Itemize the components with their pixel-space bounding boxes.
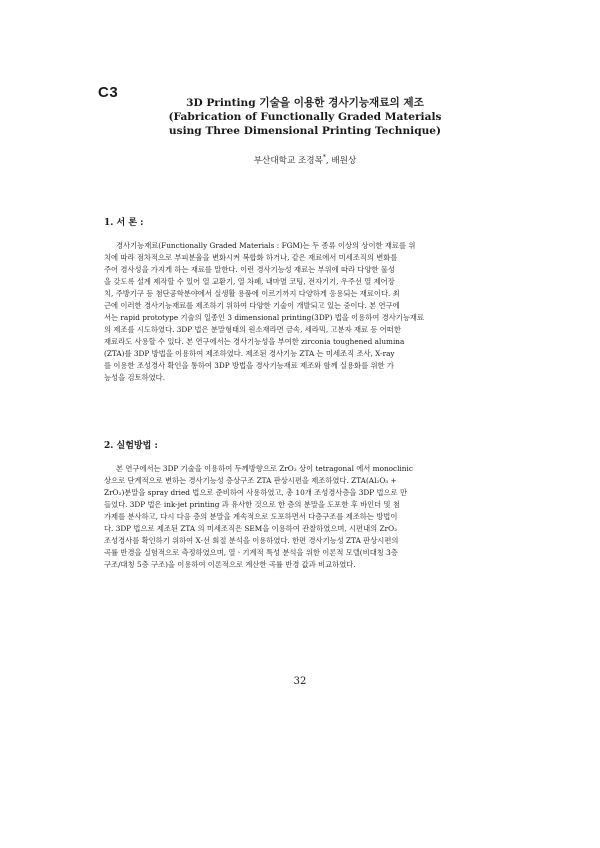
text-line: 를 이용한 조성경사 확인을 통하여 3DP 방법을 경사기능재료 제조와 함께 실용화를 위한 가 [104,361,394,370]
text-line: 서는 rapid prototype 기술의 일종인 3 dimensional printing(3DP) 법을 이용하여 경사기능재료 [104,313,424,322]
text-line: 조성경사를 확인하기 위하여 X-선 회절 분석을 이용하였다. 한편 경사기능성 ZTA 판상시편의 [104,536,399,545]
text-line: 곡률 반경을 실험적으로 측정하였으며, 열ㆍ기계적 특성 분석을 위한 이론적 모델(비대칭 3층 [104,548,398,557]
text-line: 본 연구에서는 3DP 기술을 이용하여 두께방향으로 ZrO₂ 상이 tetragonal 에서 monoclinic [116,464,413,473]
text-line: 치, 주방기구 등 첨단공학분야에서 실생활 용품에 이르기까지 다양하게 응용되는 재료이다. 최 [104,289,400,298]
section-heading-methods: 2. 실험방법 : [104,441,158,451]
text-line: 을 갖도록 설계 제작할 수 있어 열 교환기, 열 차폐, 내마멸 코팅, 전자기기, 우주선 열 제어장 [104,277,395,286]
text-line: 상으로 단계적으로 변하는 경사기능성 층상구조 ZTA 판상시편을 제조하였다. ZTA(Al₂O₃ + [104,476,397,485]
section-body-methods [104,463,504,571]
section-body-introduction [104,240,504,384]
title-line: using Three Dimensional Printing Technique) [168,125,442,137]
author-names-rest: , 배원상 [325,156,357,166]
text-line: 근에 이러한 경사기능재료를 제조하기 위하여 다양한 기술이 개발되고 있는 중이다. 본 연구에 [104,301,400,310]
text-line: 구조/대칭 5층 구조)을 이용하여 이론적으로 계산한 곡률 반경 값과 비교하였다. [104,560,356,569]
paper-title [150,96,460,138]
text-line: 경사기능재료(Functionally Graded Materials : FGM)는 두 종류 이상의 상이한 재료를 위 [116,241,416,250]
corresponding-mark: * [322,154,326,162]
title-line: 3D Printing 기술을 이용한 경사기능재료의 제조 [186,97,424,109]
text-line: 주어 경사성을 가지게 하는 재료를 말한다. 이런 경사기능성 재료는 부위에 따라 다양한 물성 [104,265,395,274]
author-names: 부산대학교 조경목 [253,156,323,166]
text-line: 가제를 분사하고, 다시 다음 층의 분말을 계속적으로 도포하면서 다층구조를 제조하는 방법이 [104,512,398,521]
section-heading-introduction: 1. 서 론 : [104,218,144,228]
text-line: 의 제조를 시도하였다. 3DP 법은 분말형태의 원소재라면 금속, 세라믹, 고분자 재료 등 어떠한 [104,325,401,334]
text-line: (ZTA)를 3DP 방법을 이용하여 제조하였다. 제조된 경사기능 ZTA 는 미세조직 조사, X-ray [104,349,395,358]
text-line: 치에 따라 점차적으로 부피분율을 변화시켜 복합화 하거나, 같은 재료에서 미세조직의 변화를 [104,253,398,262]
text-line: 재료라도 사용할 수 있다. 본 연구에서는 경사기능성을 부여한 zirconia toughened alumina [104,337,405,346]
authors [200,154,410,166]
title-line: (Fabrication of Functionally Graded Materials [168,111,442,123]
text-line: ZrO₂)분말을 spray dried 법으로 준비하여 사용하였고, 총 10개 조성경사층을 3DP 법으로 만 [104,488,408,497]
page-number: 32 [293,676,307,687]
text-line: 다. 3DP 법으로 제조된 ZTA 의 미세조직은 SEM을 이용하여 관찰하였으며, 시편내의 ZrO₂ [104,524,397,533]
paper-code: C3 [98,84,119,101]
text-line: 능성을 검토하였다. [104,373,166,382]
text-line: 들었다. 3DP 법은 ink-jet printing 과 유사한 것으로 한 층의 분말을 도포한 후 바인더 및 첨 [104,500,400,509]
